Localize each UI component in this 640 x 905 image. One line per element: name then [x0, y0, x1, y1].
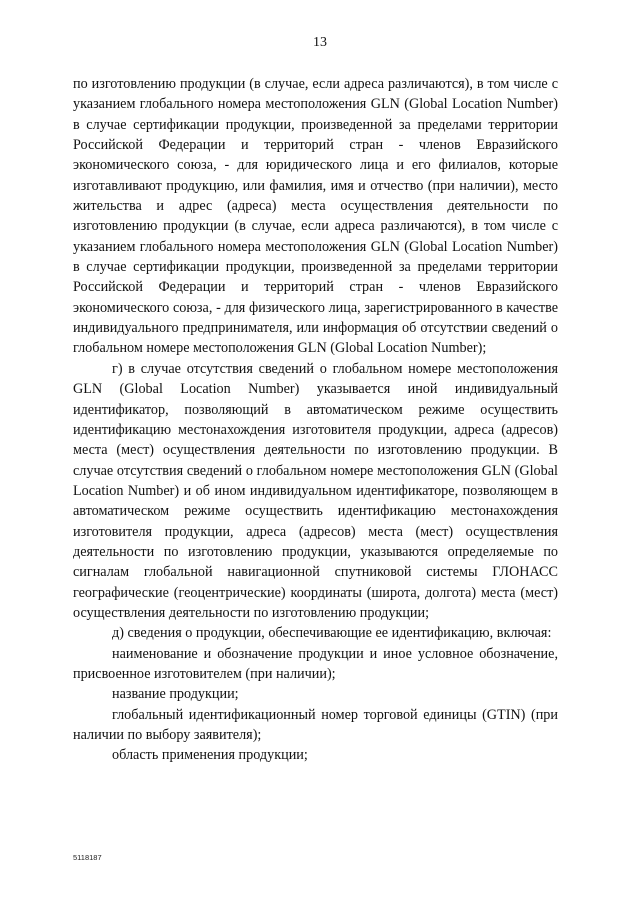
paragraph-gtin: глобальный идентификационный номер торговой единицы (GTIN) (при наличии по выбору заявителя);: [73, 706, 558, 743]
paragraph-item-d: д) сведения о продукции, обеспечивающие ее идентификацию, включая:: [112, 625, 552, 642]
paragraph-product-designation: наименование и обозначение продукции и иное условное обозначение, присвоенное изготовителем (при наличии);: [73, 645, 558, 682]
paragraph-item-g: г) в случае отсутствия сведений о глобальном номере местоположения GLN (Global Location Number) указывается иной индивидуальный идентификатор, позволяющий в автоматическом режиме осуществить идентификацию местонахождения изготовителя продукции, адреса (адресов) места (мест) осуществления деятельности по изготовлению продукции. В случае отсутствия сведений о глобальном номере местоположения GLN (Global Location Number) и об ином индивидуальном идентификаторе, позволяющем в автоматическом режиме осуществить идентификацию местонахождения изготовителя продукции, адреса (адресов) места (мест) осуществления деятельности по изготовлению продукции, указываются определяемые по сигналам глобальной навигационной спутниковой системы ГЛОНАСС географические (геоцентрические) координаты (широта, долгота) места (мест) осуществления деятельности по изготовлению продукции;: [73, 360, 558, 621]
footer-document-code: 5118187: [73, 853, 102, 862]
page-number: 13: [313, 35, 327, 50]
paragraph-address-continuation: по изготовлению продукции (в случае, если адреса различаются), в том числе с указанием глобального номера местоположения GLN (Global Location Number) в случае сертификации продукции, произведенной за пределами территории Российской Федерации и территорий стран - членов Евразийского экономического союза, - для юридического лица и его филиалов, которые изготавливают продукцию, или фамилия, имя и отчество (при наличии), место жительства и адрес (адреса) места осуществления деятельности по изготовлению продукции (в случае, если адреса различаются), в том числе с указанием глобального номера местоположения GLN (Global Location Number) в случае сертификации продукции, произведенной за пределами территории Российской Федерации и территорий стран - членов Евразийского экономического союза, - для физического лица, зарегистрированного в качестве индивидуального предпринимателя, или информация об отсутствии сведений о глобальном номере местоположения GLN (Global Location Number);: [73, 76, 558, 357]
paragraph-product-name: название продукции;: [112, 686, 239, 703]
document-body: [73, 74, 558, 766]
paragraph-application-area: область применения продукции;: [112, 747, 308, 764]
